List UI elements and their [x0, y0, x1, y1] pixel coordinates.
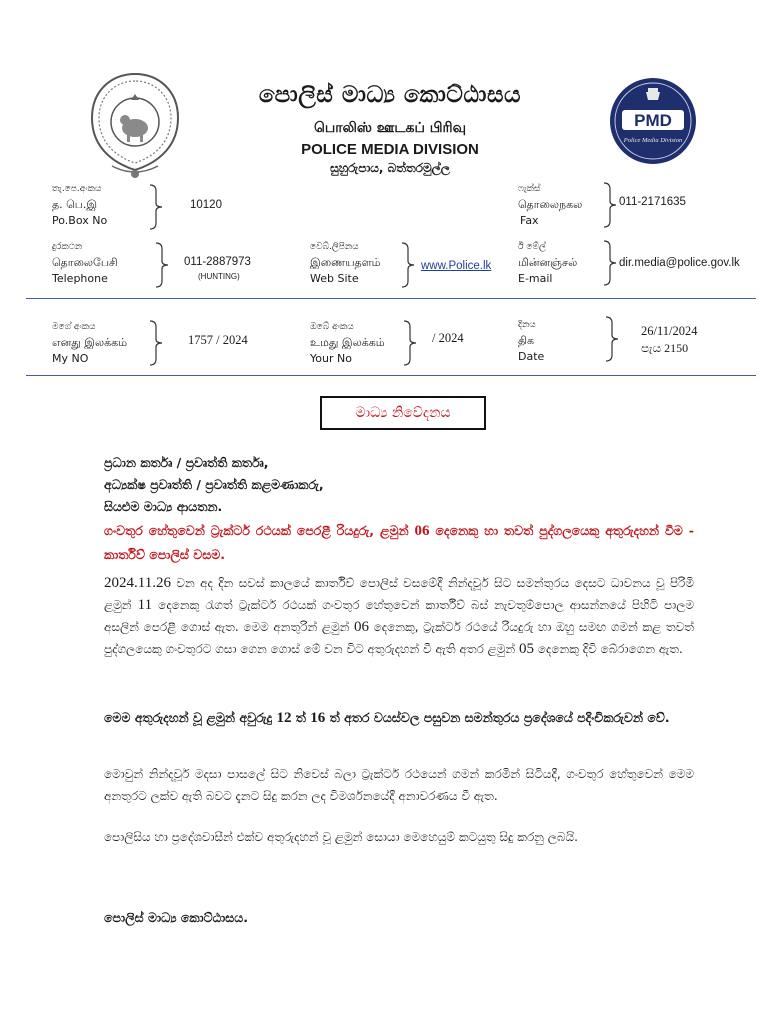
email-label-en: E-mail — [518, 272, 553, 285]
date-label-en: Date — [518, 350, 545, 363]
telephone-label-si: දුරකථන — [52, 242, 83, 252]
addressee-line: ප්‍රධාන කර්තෘ / ප්‍රවෘත්ති කර්තෘ, — [104, 455, 269, 470]
email-label-si: ඊ මේල් — [518, 242, 546, 252]
your-no-value: / 2024 — [432, 331, 464, 345]
date-label-si: දිනය — [518, 320, 536, 330]
date-label — [518, 317, 544, 365]
my-no-label-ta: எனது இலக்கம் — [52, 336, 128, 349]
website-label-si: වෙබ්.ලිපිනය — [310, 242, 359, 252]
website-bracket-icon — [400, 242, 416, 288]
telephone-value: 011-2887973 — [184, 256, 251, 268]
headline — [104, 519, 694, 567]
para2-number: 16 — [310, 710, 326, 726]
addressee-line: සියළුම මාධ්‍ය ආයතන. — [104, 499, 223, 514]
addressee-line: අධ්‍යක්ෂ ප්‍රවෘත්ති / ප්‍රවෘත්ති කළමණාකරු, — [104, 477, 324, 492]
pobox-label-si: තැ.පෙ.අංකය — [52, 184, 102, 194]
pobox-bracket-icon — [148, 184, 164, 230]
press-release-title: මාධ්‍ය නිවේදනය — [320, 396, 486, 430]
headline-text-pre: ගංවතුර හේතුවෙන් ට්‍රැක්ටර් රථයක් පෙරළී රියදුරු, ළමුන් — [104, 523, 415, 538]
para2-number: 12 — [276, 710, 292, 726]
header-title-tamil: பொலிஸ் ஊடகப் பிரிவு — [313, 120, 467, 136]
your-no-label-si: ඔබේ අංකය — [310, 322, 354, 332]
body-paragraph-1 — [104, 572, 694, 660]
your-no-label — [310, 319, 385, 367]
website-label-en: Web Site — [310, 272, 359, 285]
para1-number: 05 — [519, 641, 534, 657]
para2-text: මෙම අතුරුදහන් වූ ළමුන් අවුරුදු — [104, 710, 277, 725]
header-title-sinhala: පොලිස් මාධ්‍ය කොට්ඨාසය — [258, 82, 522, 108]
telephone-label-en: Telephone — [52, 272, 108, 285]
website-label — [310, 239, 380, 287]
fax-bracket-icon — [602, 182, 618, 228]
signoff: පොලිස් මාධ්‍ය කොට්ඨාසය. — [104, 910, 248, 925]
pobox-value: 10120 — [190, 199, 222, 211]
para1-date: 2024.11.26 — [104, 575, 171, 591]
email-label-ta: மின்னஞ்சல் — [518, 256, 578, 269]
date-label-ta: திக — [518, 334, 535, 347]
addressee-block — [104, 452, 324, 518]
pmd-logo-subtext: Police Media Division — [623, 137, 683, 144]
your-no-bracket-icon — [402, 320, 418, 366]
telephone-note: (HUNTING) — [198, 272, 240, 281]
header-divider — [26, 298, 756, 299]
website-link[interactable]: www.Police.lk — [421, 260, 492, 272]
para2-text: ත් අතර වයස්වල පසුවන සමන්තුරය ප්‍රදේශයේ පදිංචිකරුවන් වේ. — [325, 710, 670, 725]
my-no-label-si: මගේ අංකය — [52, 322, 96, 332]
my-no-bracket-icon — [148, 320, 164, 366]
date-bracket-icon — [604, 316, 620, 362]
email-bracket-icon — [602, 240, 618, 286]
my-no-label-en: My NO — [52, 352, 89, 365]
header-address: සුහුරුපාය, බත්තරමුල්ල — [330, 161, 450, 175]
pobox-label-ta: த. பெ.இ — [52, 198, 98, 211]
fax-value: 011-2171635 — [619, 196, 686, 208]
para2-text: ත් — [291, 710, 311, 725]
website-label-ta: இணையதளம் — [310, 256, 381, 269]
headline-number: 06 — [414, 523, 430, 539]
telephone-label-ta: தொலைபேசி — [52, 256, 118, 269]
my-no-label — [52, 319, 127, 367]
fax-label-en: Fax — [520, 214, 539, 227]
pmd-logo-text: PMD — [634, 111, 672, 130]
pobox-label — [52, 181, 107, 229]
telephone-label — [52, 239, 118, 287]
refs-divider — [26, 375, 756, 376]
headline-text-post: දෙනෙකු හා තවත් පුද්ගලයෙකු අතුරුදහන් වීම - කාර්තිව් පොලිස් වසම. — [104, 523, 694, 562]
body-paragraph-3: මොවුන් නින්දවූර් මදසා පාසලේ සිට නිවෙස් බලා ට්‍රැක්ටර් රථයෙන් ගමන් කරමින් සිටියදී, ගංවතුර හේතුවෙන් මෙම අනතුරට ලක්ව ඇති බවට දැනට සිදු කරන ලද විමර්ශනයේදී අනාවරණය වී ඇත. — [104, 767, 694, 803]
header-title-english: POLICE MEDIA DIVISION — [301, 141, 479, 158]
fax-label-si: ෆැක්ස් — [518, 184, 541, 194]
date-value: 26/11/2024 — [641, 324, 698, 338]
para1-text: දෙනෙකු දිවි බේරාගෙන ඇත. — [534, 642, 683, 656]
body-paragraph-2 — [104, 706, 694, 730]
email-value: dir.media@police.gov.lk — [619, 257, 740, 269]
fax-label — [518, 181, 582, 229]
para1-text: වන අද දින සවස් කාලයේ කාර්තිව් පොලිස් වසමේදී නින්දවූර් සිට සමන්තුරය දෙසට ධාවනය වූ පිරිමි ළමුන් — [104, 576, 694, 612]
email-label — [518, 239, 577, 287]
para1-text: දෙනෙකු, ට්‍රැක්ටර් රථයේ රියදුරු හා ඔහු සමඟ ගමන් කළ තවත් පුද්ගලයෙකු ගංවතුරට ගසා ගෙන ගොස් මේ වන විට අතුරුදහන් වී ඇති අතර ළමුන් — [104, 620, 694, 656]
your-no-label-en: Your No — [310, 352, 352, 365]
para1-text: දෙනෙකු රැගත් ට්‍රැක්ටර් රථයක් ගංවතුර හේතුවෙන් කාර්තිව් බස් නැවතුම්පොල ආසන්නයේ පිහිටි පාලම අසලින් පෙරළී ගොස් ඇත. මෙම අනතුරින් ළමුන් — [104, 598, 695, 634]
your-no-label-ta: உமது இலக்கம் — [310, 336, 385, 349]
date-time: පැය 2150 — [641, 341, 689, 355]
my-no-value: 1757 / 2024 — [188, 333, 248, 347]
pobox-label-en: Po.Box No — [52, 214, 108, 227]
para1-number: 06 — [353, 619, 369, 635]
para1-number: 11 — [137, 597, 153, 613]
telephone-bracket-icon — [154, 242, 170, 288]
fax-label-ta: தொலைநகல — [518, 198, 583, 211]
body-paragraph-4: පොලිසිය හා ප්‍රදේශවාසීන් එක්ව අතුරුදහන් වූ ළමුන් සොයා මෙහෙයුම් කටයුතු සිදු කරනු ලබයි. — [104, 830, 578, 844]
